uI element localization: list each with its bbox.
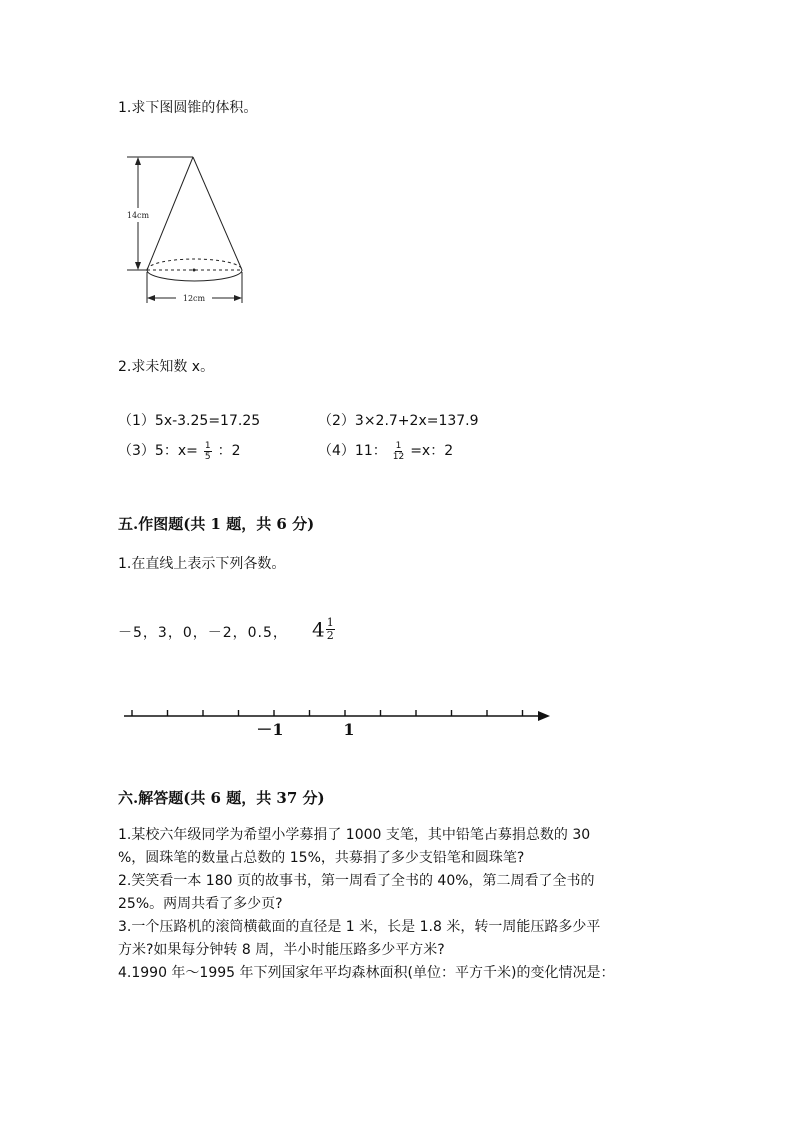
- number-line: [118, 704, 558, 744]
- equation-4: [318, 440, 453, 462]
- equation-4-suffix: =x：2: [410, 443, 454, 459]
- axis-label-negative-one: －1: [256, 720, 284, 739]
- problem-line: 1.某校六年级同学为希望小学募捐了 1000 支笔，其中铅笔占募捐总数的 30: [118, 827, 591, 843]
- mixed-number: [312, 617, 335, 642]
- equation-3-suffix: ：2: [217, 443, 241, 459]
- equation-1: （1）5x-3.25=17.25: [118, 413, 261, 429]
- fraction-numerator: 1: [326, 616, 334, 629]
- problem-list: [118, 824, 678, 985]
- equation-3-fraction: [204, 441, 212, 462]
- fraction-denominator: 2: [326, 629, 334, 642]
- fraction-numerator: 1: [395, 440, 402, 451]
- equation-4-prefix: （4）11：: [318, 443, 387, 459]
- fraction-numerator: 1: [204, 440, 211, 451]
- fraction-denominator: 12: [392, 451, 405, 462]
- question-solve-x: 2.求未知数 x。: [118, 359, 215, 375]
- problem-line: 25%。两周共看了多少页?: [118, 896, 283, 912]
- problem-line: 2.笑笑看一本 180 页的故事书，第一周看了全书的 40%，第二周看了全书的: [118, 873, 595, 889]
- problem-line: %，圆珠笔的数量占总数的 15%，共募捐了多少支铅笔和圆珠笔?: [118, 850, 525, 866]
- number-line-ticks: [132, 710, 523, 716]
- question-number-line: 1.在直线上表示下列各数。: [118, 556, 286, 572]
- equation-3-prefix: （3）5：x=: [118, 443, 198, 459]
- number-list: －5，3，0，－2，0.5，: [118, 625, 288, 641]
- mixed-number-whole: 4: [312, 617, 325, 642]
- equation-3: [118, 440, 241, 462]
- problem-line: 3.一个压路机的滚筒横截面的直径是 1 米，长是 1.8 米，转一周能压路多少平: [118, 919, 601, 935]
- cone-height-label: 14cm: [126, 211, 150, 220]
- equation-2: （2）3×2.7+2x=137.9: [318, 413, 479, 429]
- number-line-arrow: [538, 711, 550, 721]
- cone-diagram: [118, 148, 258, 313]
- axis-label-one: 1: [343, 720, 355, 739]
- mixed-number-fraction: [326, 617, 335, 642]
- fraction-denominator: 5: [204, 451, 211, 462]
- cone-diameter-label: 12cm: [182, 294, 206, 303]
- section-6-heading: 六.解答题(共 6 题，共 37 分): [118, 789, 325, 807]
- section-5-heading: 五.作图题(共 1 题，共 6 分): [118, 515, 315, 533]
- equation-4-fraction: [393, 441, 404, 462]
- question-cone-volume: 1.求下图圆锥的体积。: [118, 100, 258, 116]
- problem-line: 方米?如果每分钟转 8 周，半小时能压路多少平方米?: [118, 942, 445, 958]
- problem-line: 4.1990 年～1995 年下列国家年平均森林面积(单位：平方千米)的变化情况是：: [118, 965, 615, 981]
